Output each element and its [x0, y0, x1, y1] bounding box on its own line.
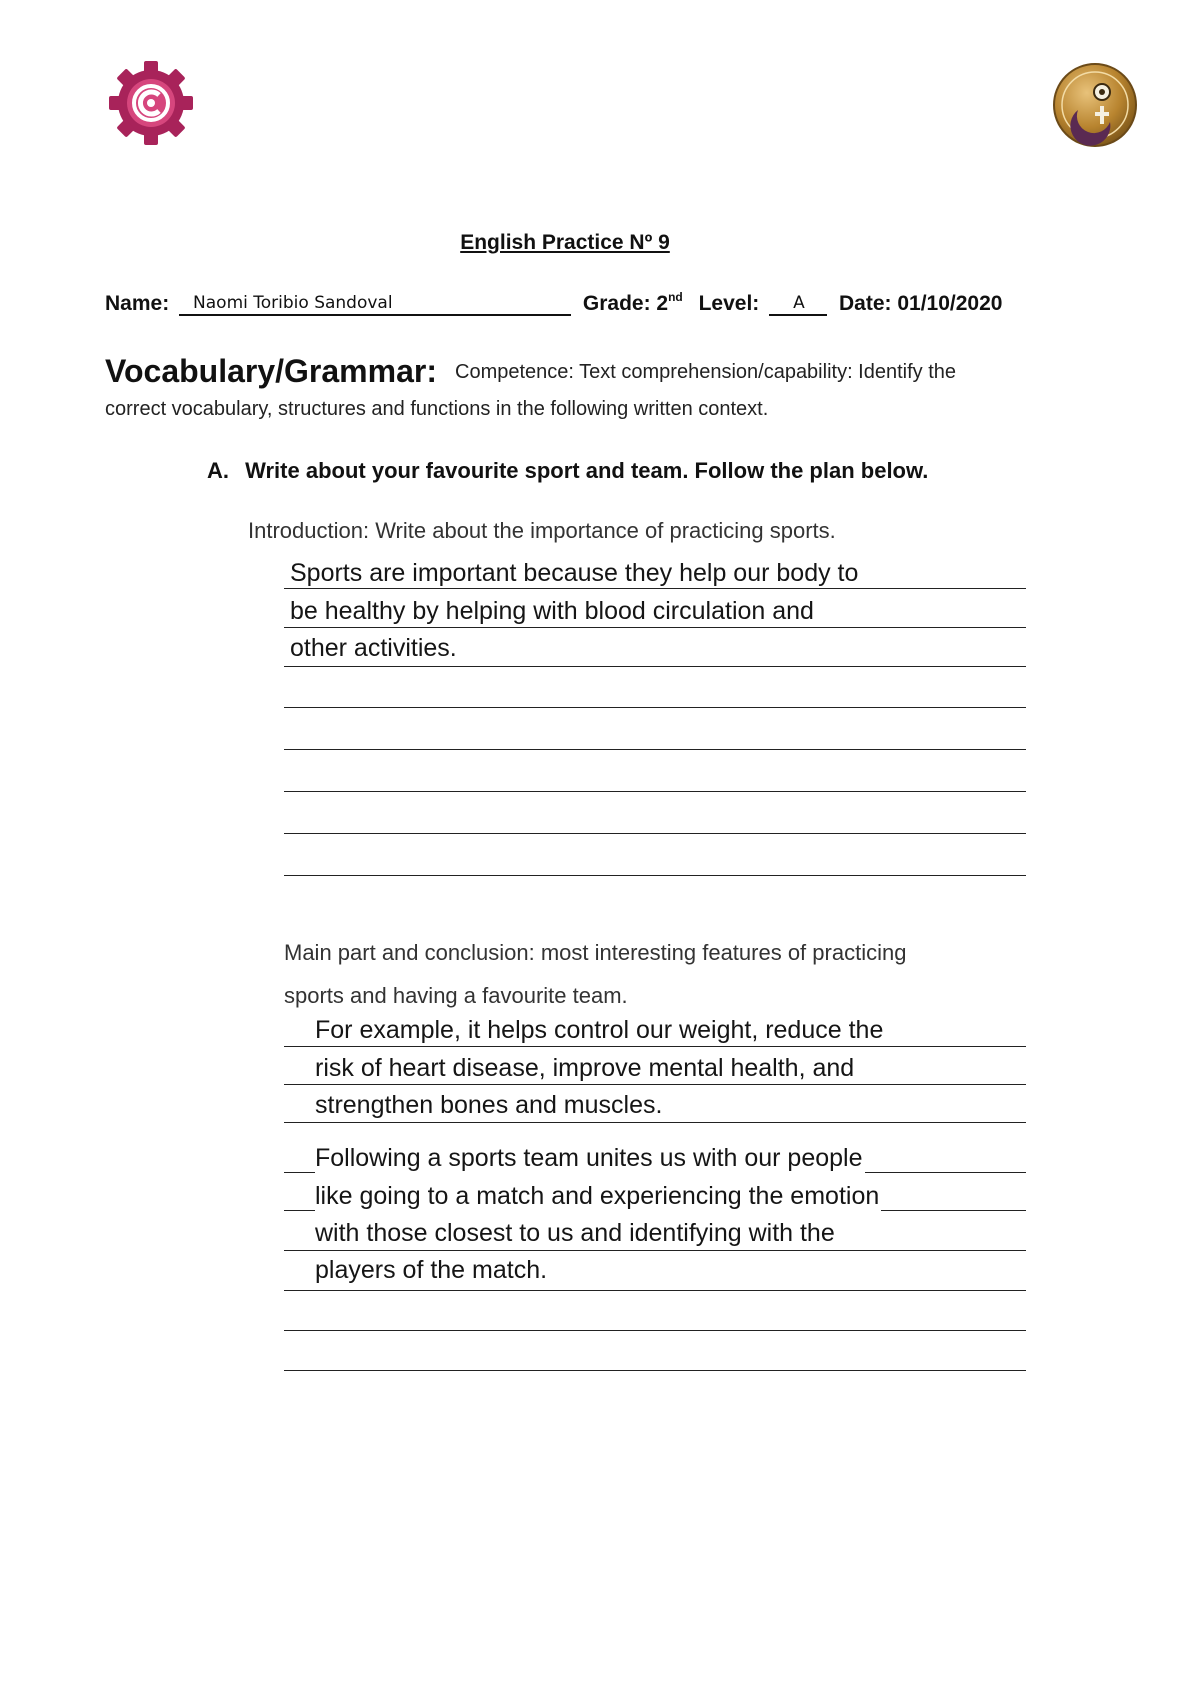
writing-line: [284, 1370, 1026, 1371]
level-value: A: [793, 293, 805, 313]
writing-line: [284, 749, 1026, 750]
grade-label: Grade: 2: [582, 292, 669, 315]
task-label: A.: [207, 458, 229, 483]
introduction-prompt: Introduction: Write about the importance of practicing sports.: [248, 518, 836, 543]
level-field[interactable]: [769, 292, 827, 316]
student-info-row: [105, 290, 1002, 316]
page-title: English Practice Nº 9: [460, 231, 670, 254]
main-part-answer-line: with those closest to us and identifying with the: [315, 1219, 835, 1247]
writing-line: [284, 1250, 1026, 1251]
main-part-answer-line: strengthen bones and muscles.: [315, 1091, 663, 1119]
writing-line: [284, 707, 1026, 708]
main-part-answer-line: risk of heart disease, improve mental health, and: [315, 1054, 855, 1082]
task-a: [207, 458, 928, 484]
introduction-answer-line: Sports are important because they help our body to: [290, 559, 859, 587]
writing-line: [284, 1330, 1026, 1331]
writing-line: [284, 1084, 1026, 1085]
task-instruction: Write about your favourite sport and team. Follow the plan below.: [245, 458, 929, 483]
writing-line: [284, 1290, 1026, 1291]
name-value: Naomi Toribio Sandoval: [193, 293, 393, 313]
writing-line: [284, 875, 1026, 876]
level-label: Level:: [698, 292, 760, 315]
competence-text-line1: Competence: Text comprehension/capability: Identify the: [455, 361, 957, 383]
name-field[interactable]: [179, 292, 571, 316]
main-part-answer-line: players of the match.: [315, 1256, 548, 1284]
school-gear-logo-icon: [108, 60, 194, 146]
grade-suffix: nd: [668, 290, 683, 304]
introduction-answer-line: be healthy by helping with blood circulation and: [290, 597, 814, 625]
writing-line: [284, 833, 1026, 834]
date-label: Date: 01/10/2020: [839, 292, 1003, 315]
writing-line: [284, 791, 1026, 792]
section-heading: Vocabulary/Grammar:: [105, 353, 437, 389]
writing-line: [284, 627, 1026, 628]
competence-text-line2: correct vocabulary, structures and functions in the following written context.: [105, 398, 769, 420]
main-part-answer-line: like going to a match and experiencing the emotion: [315, 1182, 880, 1210]
writing-line: [284, 1046, 1026, 1047]
writing-line: [284, 666, 1026, 667]
main-part-prompt-line2: sports and having a favourite team.: [284, 983, 628, 1008]
main-part-answer-line: Following a sports team unites us with our people: [315, 1144, 863, 1172]
main-part-prompt-line1: Main part and conclusion: most interesting features of practicing: [284, 940, 907, 965]
writing-line: [284, 588, 1026, 589]
school-seal-logo-icon: [1052, 62, 1138, 148]
writing-line: [284, 1122, 1026, 1123]
introduction-answer-line: other activities.: [290, 634, 457, 662]
name-label: Name:: [105, 292, 170, 315]
main-part-answer-line: For example, it helps control our weight, reduce the: [315, 1016, 884, 1044]
